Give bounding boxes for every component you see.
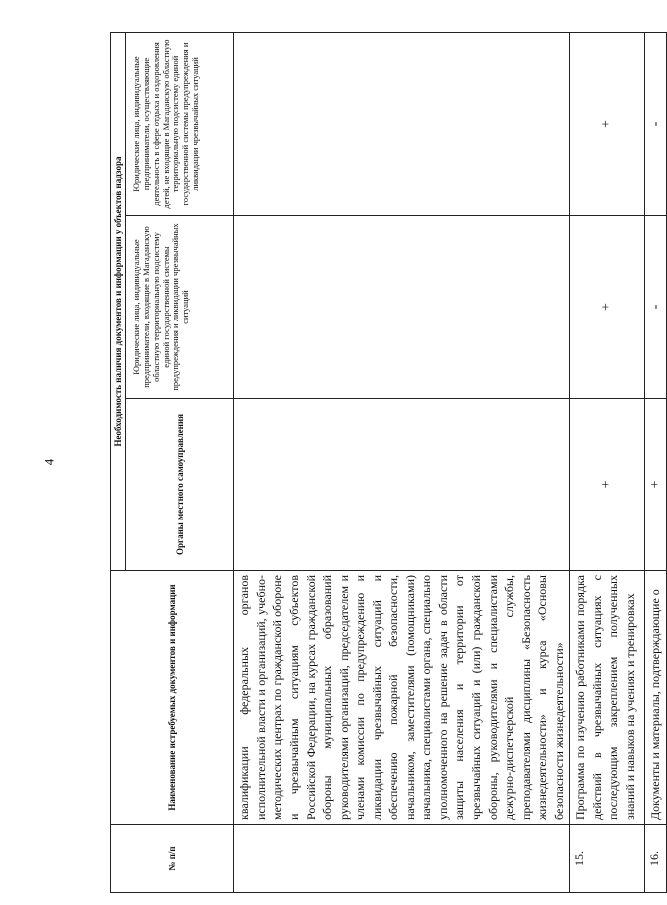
rotated-table-page [110,33,663,893]
row-name: Программа по изучению работниками порядка действий в чрезвычайных ситуациях с последующим закреплением полученных знаний и навыков на учениях и тренировках [570,571,645,825]
header-local: Органы местного самоуправления [126,399,234,571]
documents-table [110,32,667,893]
header-num: № п/п [111,825,234,893]
header-group: Необходимость наличия документов и информации у объектов надзора [111,32,126,570]
row-legal-in [234,216,570,399]
table-row [645,32,667,892]
header-row-1 [111,32,126,892]
row-legal-in: + [570,216,645,399]
header-name: Наименование истребуемых документов и информации [111,571,234,825]
row-legal-out [234,32,570,215]
row-name: квалификации федеральных органов исполнительной власти и организаций, учебно-методических центрах по гражданской обороне и чрезвычайным ситуациям субъектов Российской Федерации, на курсах гражданской обороны муниципальных образований руководителями организаций, председателем и членами комиссии по предупреждению и ликвидации чрезвычайных ситуаций и обеспечению пожарной безопасности, начальником, заместителями (помощниками) начальника, специалистами органа, специально уполномоченного на решение задач в области защиты населения и территории от чрезвычайных ситуаций и (или) гражданской обороны, руководителями и специалистами дежурно-диспетчерской службы, преподавателями дисциплины «Безопасность жизнедеятельности» и курса «Основы безопасности жизнедеятельности» [234,571,570,825]
table-row [570,32,645,892]
row-local: + [645,399,667,571]
row-local: + [570,399,645,571]
page-number: 4 [41,458,57,466]
row-name: Документы и материалы, подтверждающие о [645,571,667,825]
header-legal-out: Юридические лица, индивидуальные предприниматели, осуществляющие деятельность в сфере отдыха и оздоровления детей, не входящие в Магаданскую областную территориальную подсистему единой государственной системы предупреждения и ликвидации чрезвычайных ситуаций [126,32,234,215]
row-legal-out: + [570,32,645,215]
header-legal-in: Юридические лица, индивидуальные предприниматели, входящие в Магаданскую областную территориальную подсистему единой государственной системы предупреждения и ликвидации чрезвычайных ситуаций [126,216,234,399]
row-legal-out: - [645,32,667,215]
row-num: 15. [570,825,645,893]
row-num: 16. [645,825,667,893]
row-local [234,399,570,571]
table-row [234,32,570,892]
row-legal-in: - [645,216,667,399]
row-num [234,825,570,893]
